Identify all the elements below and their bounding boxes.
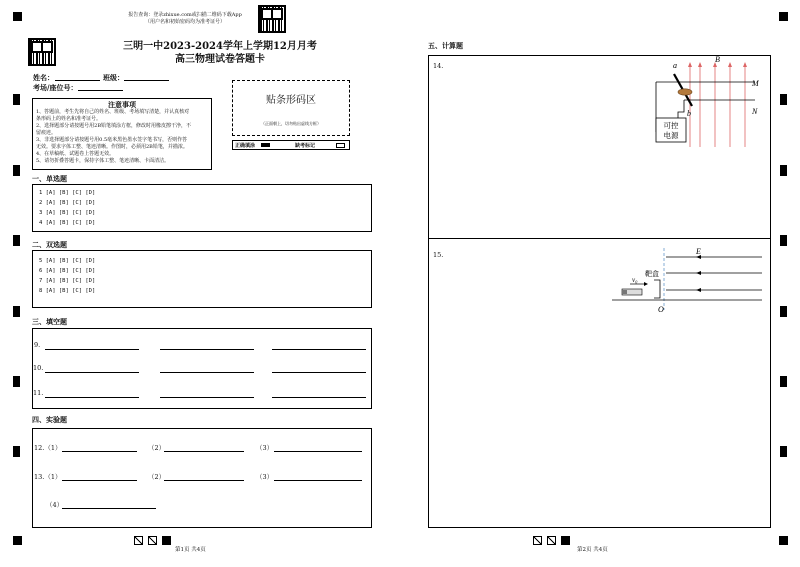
label-N: N	[752, 107, 758, 116]
barcode-note: （正面朝上，切勿贴出虚线方框）	[261, 121, 321, 126]
correct-fill-sample	[261, 143, 270, 147]
registration-mark	[13, 12, 22, 21]
label-E: E	[696, 247, 701, 256]
power-label-1: 可控	[663, 121, 679, 130]
page-mark-solid	[162, 536, 171, 545]
coil	[678, 89, 692, 95]
notice-line: 4、在草稿纸、试题卷上答题无效。	[36, 151, 115, 157]
q14-label: 14.	[433, 62, 444, 70]
q13-3-label: （3）	[256, 473, 274, 481]
missing-checkbox[interactable]	[336, 143, 345, 148]
notice-line: 无效。要求字体工整、笔迹清晰。作图时，必须用2B铅笔，并描浓。	[36, 144, 188, 150]
double-choice-box	[32, 250, 372, 308]
missing-label: 缺考标记	[295, 143, 316, 149]
q10-blank-1[interactable]	[45, 372, 139, 373]
q13-blank-3[interactable]	[274, 480, 362, 481]
notice-box	[32, 98, 212, 170]
barcode-title: 贴条形码区	[266, 95, 316, 106]
class-field[interactable]	[124, 80, 169, 81]
page-mark-slash	[533, 536, 542, 545]
timing-mark	[13, 165, 20, 176]
registration-mark	[779, 536, 788, 545]
choice-row[interactable]: 1 [A] [B] [C] [D]	[39, 190, 96, 196]
seat-field[interactable]	[78, 90, 123, 91]
report-notice	[110, 12, 260, 26]
name-field[interactable]	[55, 80, 100, 81]
fill-sample-box	[232, 140, 350, 150]
field-lines	[690, 64, 745, 147]
choice-row[interactable]: 2 [A] [B] [C] [D]	[39, 200, 96, 206]
choice-row[interactable]: 3 [A] [B] [C] [D]	[39, 210, 96, 216]
timing-mark	[780, 446, 787, 457]
app-qr-code[interactable]	[258, 5, 286, 33]
experiment-box	[32, 428, 372, 528]
label-M: M	[752, 79, 759, 88]
q12-blank-2[interactable]	[164, 451, 244, 452]
registration-mark	[13, 536, 22, 545]
registration-mark	[779, 12, 788, 21]
calc-divider	[428, 238, 771, 239]
q12-2-label: （2）	[148, 444, 166, 452]
q13-blank-4[interactable]	[62, 508, 156, 509]
field-lines-e	[666, 257, 762, 290]
section-exp-title: 四、实验题	[32, 415, 67, 424]
page-title	[100, 40, 340, 66]
field-arrows-e	[696, 255, 701, 292]
choice-row[interactable]: 4 [A] [B] [C] [D]	[39, 220, 96, 226]
q9-label: 9.	[34, 341, 41, 349]
q10-blank-3[interactable]	[272, 372, 366, 373]
power-label-2: 电源	[663, 131, 679, 140]
timing-mark	[13, 446, 20, 457]
q11-blank-2[interactable]	[160, 397, 254, 398]
timing-mark	[13, 235, 20, 246]
q9-blank-2[interactable]	[160, 349, 254, 350]
notice-line: 报告查询：登录zhixue.com或扫描二维码下载App	[128, 12, 242, 18]
q12-blank-1[interactable]	[62, 451, 137, 452]
notice-line: 1、答题前，考生先将自己的姓名、班级、考场填写清楚，并认真核对	[36, 109, 190, 115]
projectile-tip	[622, 290, 627, 294]
notice-line: （用户名和初始密码均为准考证号）	[144, 19, 225, 25]
page-number-2: 第2页 共4页	[577, 547, 608, 553]
q12-label: 12.（1）	[34, 444, 62, 452]
timing-mark	[780, 376, 787, 387]
notice-line: 条形码上的姓名和准考证号。	[36, 116, 102, 122]
velocity-arrowhead	[644, 282, 648, 286]
notice-title: 注意事项	[108, 100, 136, 109]
q15-label: 15.	[433, 251, 444, 259]
timing-mark	[780, 165, 787, 176]
q11-label: 11.	[33, 389, 44, 397]
choice-row[interactable]: 8 [A] [B] [C] [D]	[39, 288, 96, 294]
q13-blank-1[interactable]	[62, 480, 137, 481]
class-label: 班级：	[103, 73, 124, 82]
notice-line: 2、选择题部分请按题号用2B铅笔填涂方框，修改时用橡皮擦干净，不	[36, 123, 192, 129]
timing-mark	[13, 94, 20, 105]
page-mark-solid	[561, 536, 570, 545]
target-box	[654, 280, 660, 298]
label-v0: v₀	[632, 276, 638, 284]
choice-row[interactable]: 5 [A] [B] [C] [D]	[39, 258, 96, 264]
label-b: b	[687, 109, 691, 118]
label-target: 靶盒	[645, 270, 659, 278]
page-mark-slash	[134, 536, 143, 545]
choice-row[interactable]: 6 [A] [B] [C] [D]	[39, 268, 96, 274]
q10-label: 10.	[33, 364, 44, 372]
single-choice-box	[32, 184, 372, 232]
q12-3-label: （3）	[256, 444, 274, 452]
timing-mark	[13, 306, 20, 317]
q9-blank-1[interactable]	[45, 349, 139, 350]
q13-blank-2[interactable]	[164, 480, 244, 481]
q13-2-label: （2）	[148, 473, 166, 481]
barcode-area	[232, 80, 350, 136]
notice-line: 5、请勿折叠答题卡，保持字体工整、笔迹清晰、卡面清洁。	[36, 158, 170, 164]
q13-label: 13.（1）	[34, 473, 62, 481]
label-O: O	[658, 305, 664, 314]
figure-14	[640, 52, 770, 152]
q9-blank-3[interactable]	[272, 349, 366, 350]
title-line-1: 三明一中2023-2024学年上学期12月月考	[123, 41, 317, 52]
q11-blank-1[interactable]	[45, 397, 139, 398]
correct-fill-label: 正确填涂	[235, 143, 256, 149]
figure-15	[612, 240, 772, 320]
title-line-2: 高三物理试卷答题卡	[175, 54, 265, 65]
label-a: a	[673, 61, 677, 70]
timing-mark	[780, 235, 787, 246]
label-B: B	[715, 55, 720, 64]
page-mark-slash	[547, 536, 556, 545]
name-label: 姓名：	[33, 73, 54, 82]
notice-line: 留痕迹。	[36, 130, 57, 136]
page-number-1: 第1页 共4页	[175, 547, 206, 553]
q13-4-label: （4）	[46, 501, 64, 509]
q11-blank-3[interactable]	[272, 397, 366, 398]
section-double-title: 二、双选题	[32, 240, 67, 249]
student-qr-code	[28, 38, 56, 66]
q12-blank-3[interactable]	[274, 451, 362, 452]
choice-row[interactable]: 7 [A] [B] [C] [D]	[39, 278, 96, 284]
timing-mark	[780, 94, 787, 105]
section-calc-title: 五、计算题	[428, 41, 463, 50]
q10-blank-2[interactable]	[160, 372, 254, 373]
page-mark-slash	[148, 536, 157, 545]
timing-mark	[780, 306, 787, 317]
section-fill-title: 三、填空题	[32, 317, 67, 326]
seat-label: 考场/座位号：	[33, 83, 78, 92]
notice-line: 3、非选择题部分请按题号用0.5毫米黑色墨水签字笔书写，否则作答	[36, 137, 188, 143]
section-single-title: 一、单选题	[32, 174, 67, 183]
timing-mark	[13, 376, 20, 387]
